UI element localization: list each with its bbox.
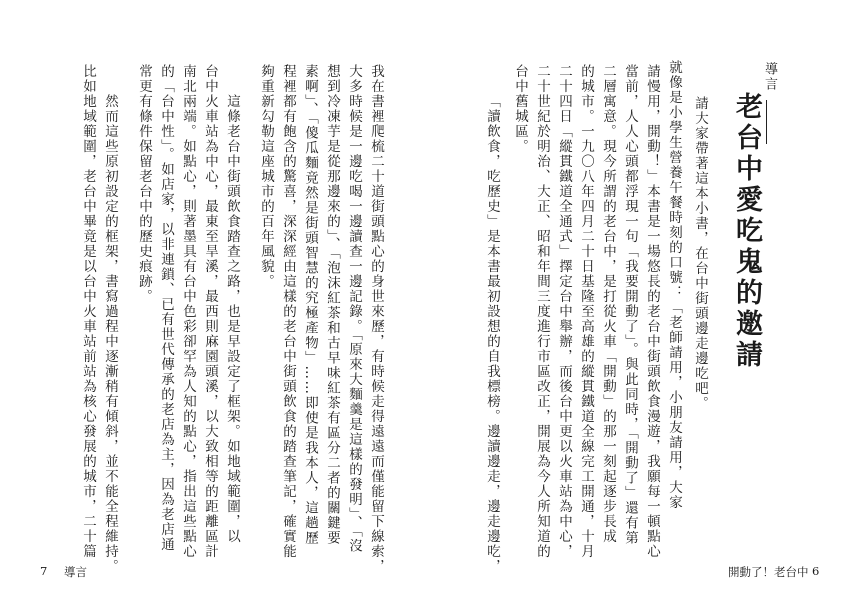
text-column: 比如地域範圍，老台中畢竟是以台中火車站前站為核心發展的城市，二十篇 [80,64,96,559]
text-column: 素啊」、「傻瓜麵竟然是街頭智慧的究極產物」……即使是我本人，這趟歷 [302,64,318,546]
text-column: 常更有條件保留老台中的歷史痕跡。 [136,64,152,304]
text-column: 這條老台中街頭飲食踏查之路，也是早設定了框架。如地域範圍，以 [224,94,240,544]
running-head-right: 開動了！老台中 [728,565,809,579]
text-column: 想到冷凍芋是從那邊來的」、「泡沫紅茶和古早味紅茶有區分二者的關鍵要 [324,64,340,546]
chapter-subtitle: 請大家帶著這本小書，在台中街頭邊走邊吃吧。 [692,96,708,411]
text-column: 我在書裡爬梳二十道街頭點心的身世來歷，有時候走得遠遠而僅能留下線索， [368,64,384,574]
running-head-left: 導言 [64,565,87,579]
text-column: 二十四日「縱貫鐵道全通式」擇定台中舉辦，而後台中更以火車站為中心， [556,64,572,559]
text-column: 台中舊城區。 [512,64,528,154]
text-column: 「讀飲食，吃歷史」是本書最初設想的自我標榜。邊讀邊走，邊走邊吃， [484,94,500,574]
text-column: 程裡都有飽含的驚喜，深深經由這樣的老台中街頭飲食的踏查筆記，確實能 [280,64,296,559]
text-column: 的「台中性」。如店家，以非連鎖、已有世代傳承的老店為主，因為老店通 [158,64,174,553]
text-column: 南北兩端。如點心，則著墨具有台中色彩卻罕為人知的點心，指出這些點心 [180,64,196,559]
section-label: 導言 [762,62,777,92]
text-column: 台中火車站為中心，最東至旱溪，最西則麻園頭溪，以大致相等的距離區計 [202,64,218,559]
text-column: 然而這些原初設定的框架，書寫過程中逐漸稍有傾斜，並不能全程維持。 [102,94,118,574]
section-rule [766,100,767,144]
text-column: 當前，人人心頭都浮現一句「我要開動了」。與此同時，「開動了」還有第 [622,64,638,546]
text-column: 就像是小學生營養午餐時刻的口號：「老師請用，小朋友請用，大家 [666,60,682,510]
chapter-title: 老台中愛吃鬼的邀請 [731,92,762,371]
text-column: 請慢用，開動！」本書是一場悠長的老台中街頭飲食漫遊，我願每一頓點心 [644,64,660,559]
text-column: 的城市。一九〇八年四月二十日基隆至高雄的縱貫鐵道全線完工開通，十月 [578,64,594,559]
text-column: 二層寓意。現今所謂的老台中，是打從火車「開動」的那一刻起逐步長成 [600,64,616,544]
text-column: 二十世紀於明治、大正、昭和年間三度進行市區改正，開展為今人所知道的 [534,64,550,559]
text-column: 大多時候是一邊吃喝一邊讀查一邊記錄。「原來大麵羹是這樣的發明」、「沒 [346,64,362,554]
page-number-right: 6 [812,564,820,578]
page-number-left: 7 [40,564,48,578]
text-column: 夠重新勾勒這座城市的百年風貌。 [258,64,274,289]
